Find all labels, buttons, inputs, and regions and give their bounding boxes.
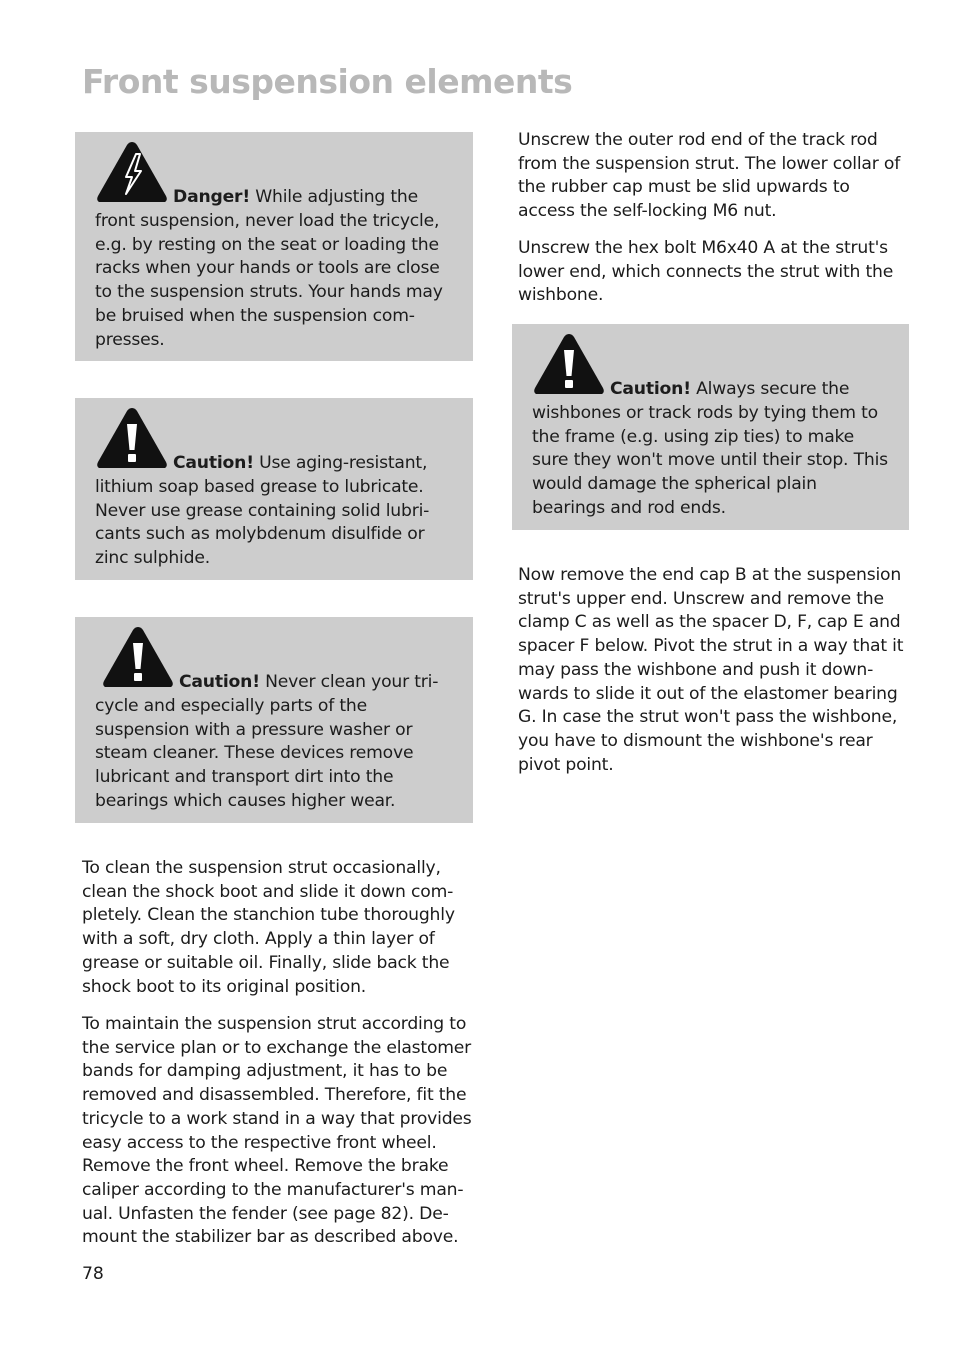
exclamation-warning-icon xyxy=(95,406,169,470)
page-title: Front suspension elements xyxy=(82,62,573,101)
exclamation-warning-icon xyxy=(101,625,175,689)
lightning-warning-icon xyxy=(95,140,169,204)
warning-body: Use aging-resistant, lithium soap based grease to lubricate. Never use grease containing solid lubricants such as molybdenum disulfide or zinc sulphide. xyxy=(95,453,430,569)
warning-label: Caution! xyxy=(173,453,254,473)
unscrew-rod-paragraph: Unscrew the outer rod end of the track rod from the suspension strut. The lower collar of the rubber cap must be slid upwards to access the self-locking M6 nut. xyxy=(518,130,901,222)
caution-warning-box xyxy=(75,398,473,580)
warning-label: Caution! xyxy=(179,672,260,692)
maintain-paragraph: To maintain the suspension strut according to the service plan or to exchange the elastomer bands for damping adjustment, it has to be removed and disassembled. Therefore, fit the tricycle to a work stand in a way that provides easy access to the respective front wheel. Remove the front wheel. Remove the brake caliper according to the manufacturer's manual. Unfasten the fender (see page 82). Demount the stabilizer bar as described above. xyxy=(82,1014,472,1248)
exclamation-warning-icon xyxy=(532,332,606,396)
warning-text xyxy=(532,332,891,521)
remove-cap-paragraph: Now remove the end cap B at the suspension strut's upper end. Unscrew and remove the clamp C as well as the spacer D, F, cap E and spacer F below. Pivot the strut in a way that it may pass the wishbone and push it downwards to slide it out of the elastomer bearing G. In case the strut won't pass the wishbone, you have to dismount the wishbone's rear pivot point. xyxy=(518,565,904,775)
warning-label: Caution! xyxy=(610,379,691,399)
caution-warning-box xyxy=(512,324,909,530)
warning-text xyxy=(95,406,455,571)
caution-warning-box xyxy=(75,617,473,823)
clean-paragraph: To clean the suspension strut occasionally, clean the shock boot and slide it down completely. Clean the stanchion tube thoroughly with a soft, dry cloth. Apply a thin layer of grease or suitable oil. Finally, slide back the shock boot to its original position. xyxy=(82,858,455,997)
warning-text xyxy=(95,625,455,814)
warning-body: While adjusting the front suspension, never load the tricycle, e.g. by resting on the seat or loading the racks when your hands or tools are close to the suspension struts. Your hands may be bruised when the suspension compresses. xyxy=(95,187,443,350)
danger-warning-box xyxy=(75,132,473,361)
page-number: 78 xyxy=(82,1264,104,1284)
warning-label: Danger! xyxy=(173,187,250,207)
warning-text xyxy=(95,140,455,353)
warning-body: Never clean your tricycle and especially parts of the suspension with a pressure washer or steam cleaner. These devices remove lubricant and transport dirt into the bearings which causes higher wear. xyxy=(95,672,439,811)
warning-body: Always secure the wishbones or track rods by tying them to the frame (e.g. using zip ties) to make sure they won't move until their stop. This would damage the spherical plain bearings and rod ends. xyxy=(532,379,888,518)
unscrew-bolt-paragraph: Unscrew the hex bolt M6x40 A at the strut's lower end, which connects the strut with the wishbone. xyxy=(518,238,894,306)
